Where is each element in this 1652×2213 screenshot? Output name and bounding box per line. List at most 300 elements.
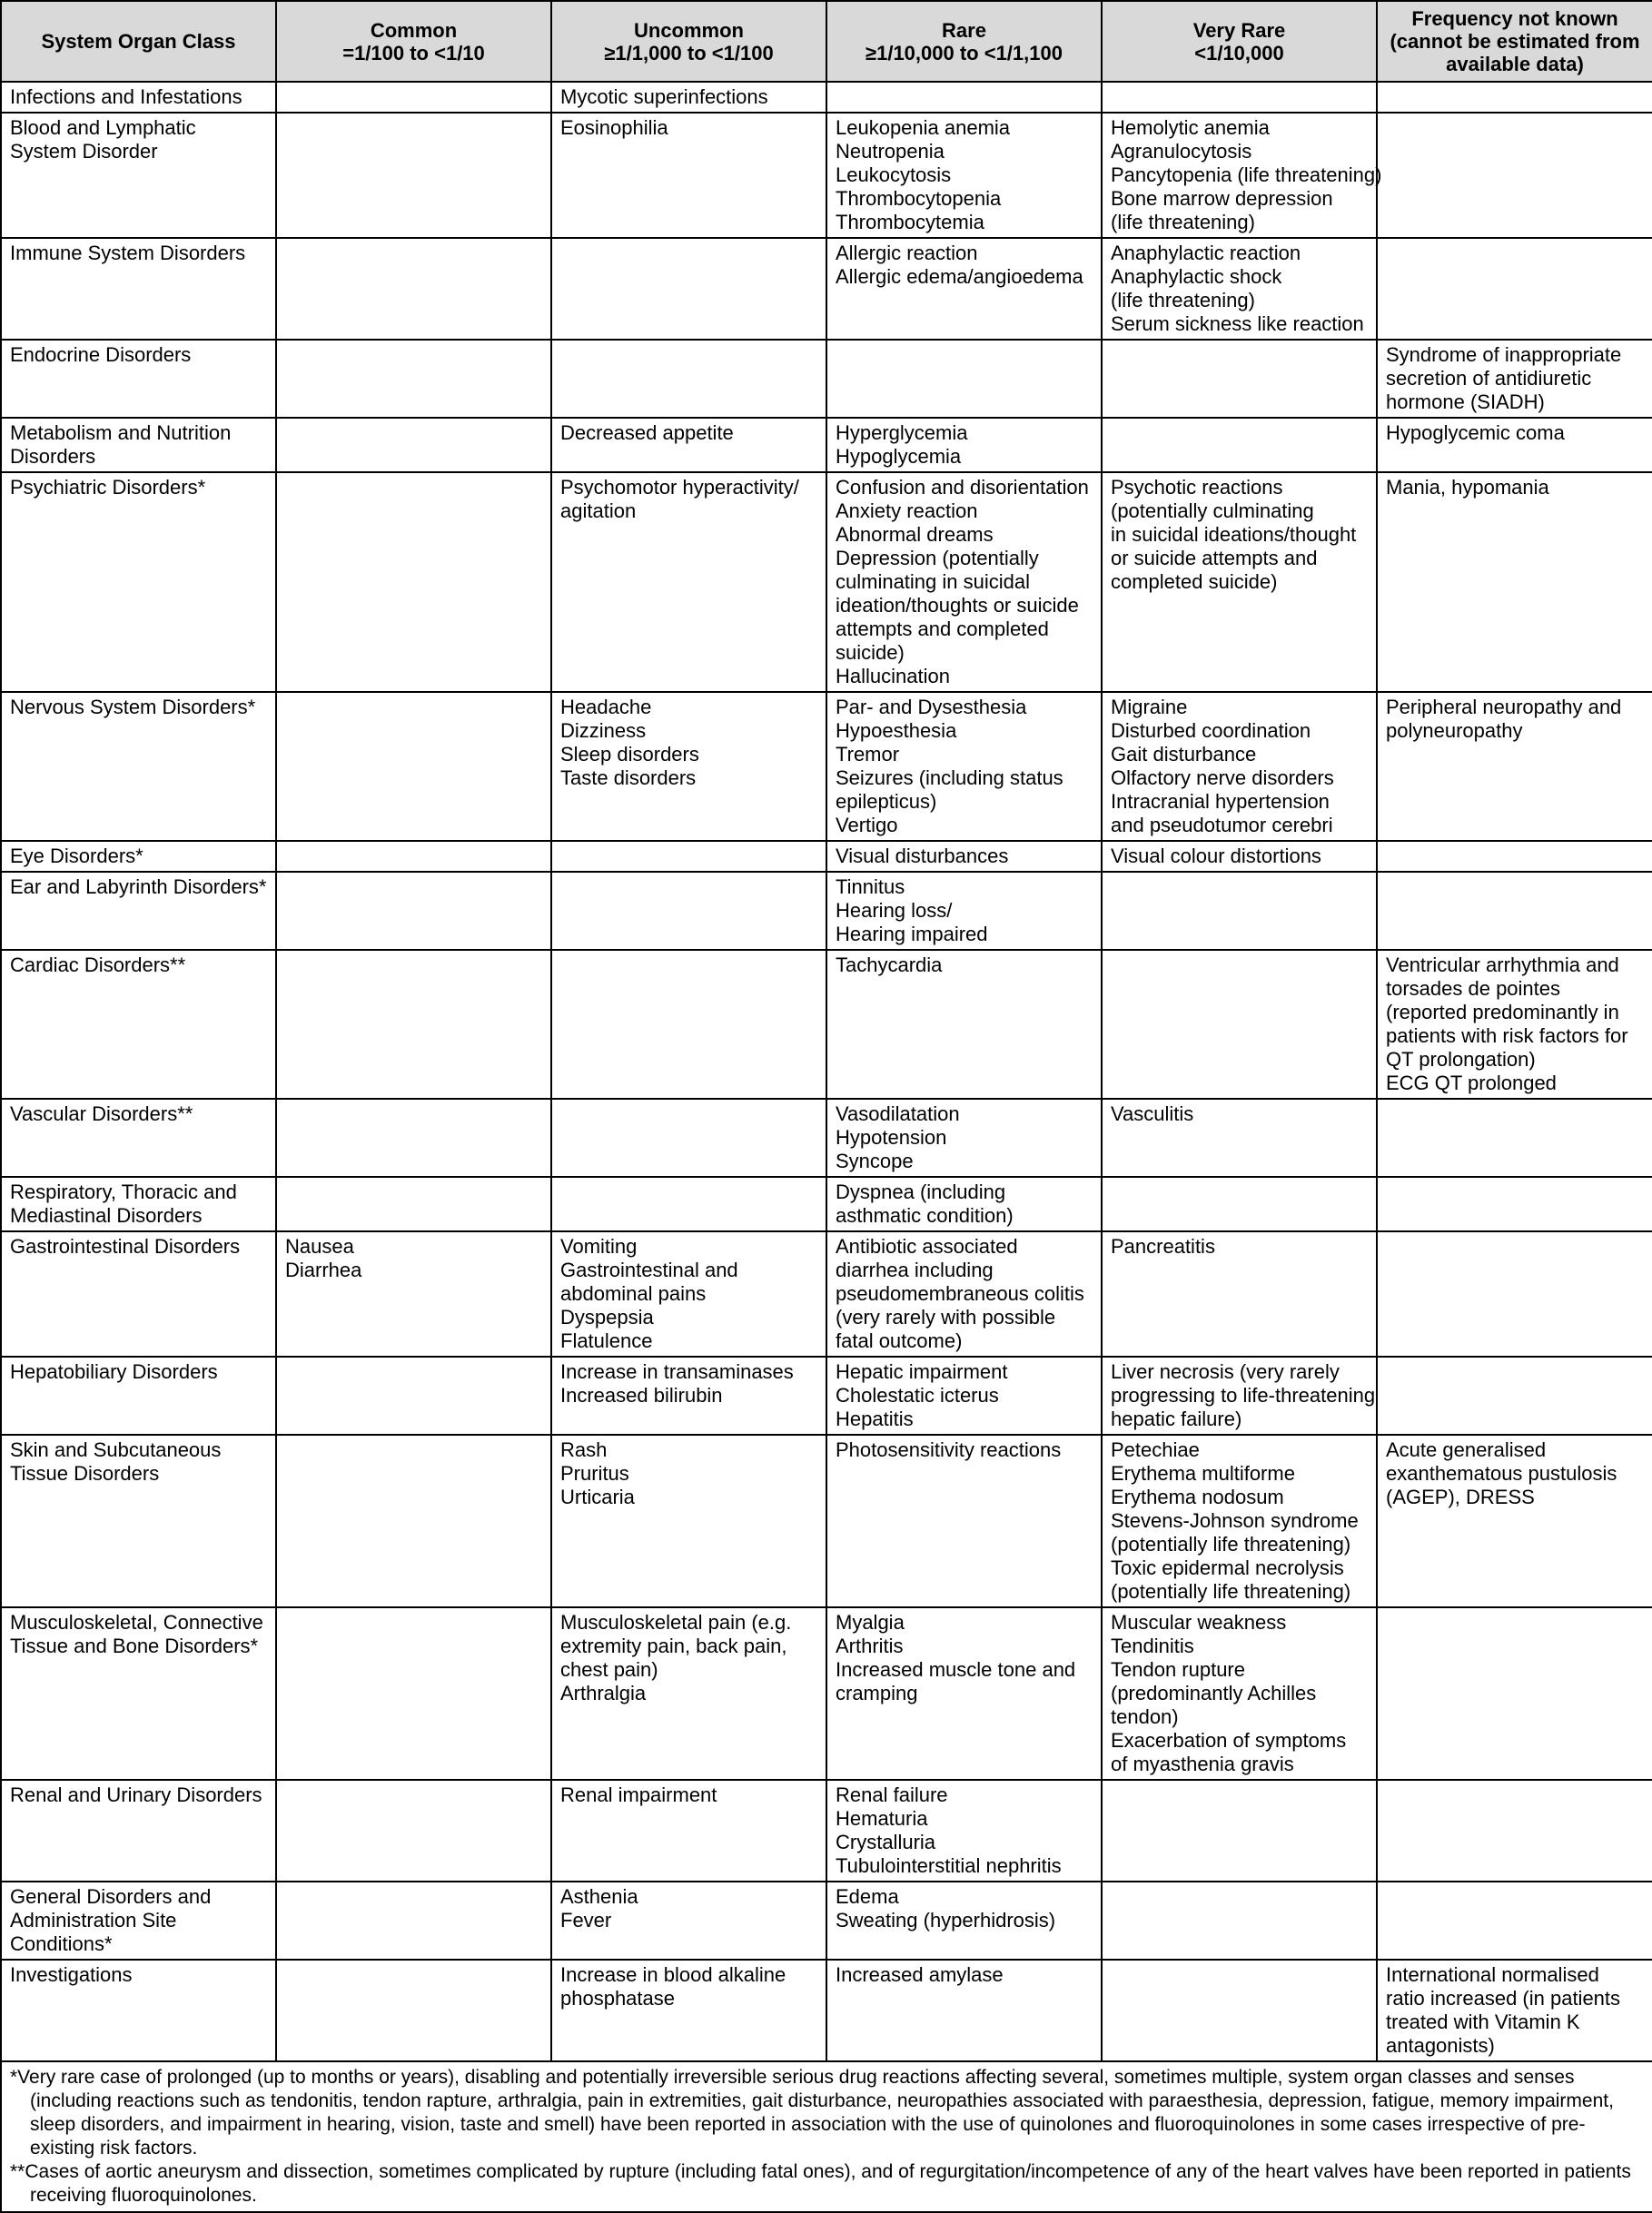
cell-line: Ear and Labyrinth Disorders* <box>10 875 267 898</box>
table-row <box>1 1607 1652 1780</box>
table-row <box>1 1099 1652 1177</box>
cell-uncommon <box>551 1780 826 1882</box>
cell-common <box>276 1960 551 2061</box>
cell-common <box>276 841 551 872</box>
cell-very-rare <box>1102 1607 1377 1780</box>
cell-line: Tendinitis <box>1111 1635 1194 1657</box>
cell-line: Anaphylactic shock <box>1111 265 1282 288</box>
cell-line: Anxiety reaction <box>836 499 978 522</box>
cell-line: Gastrointestinal Disorders <box>10 1235 241 1258</box>
cell-line: Hypoglycemia <box>836 445 962 468</box>
cell-line: Increased bilirubin <box>560 1384 723 1407</box>
cell-line: epilepticus) <box>836 790 937 813</box>
cell-frequency-not-known <box>1377 950 1652 1099</box>
cell-system-organ-class <box>1 238 276 340</box>
cell-common <box>276 1357 551 1435</box>
cell-uncommon <box>551 1435 826 1607</box>
cell-line: Syndrome of inappropriate <box>1386 343 1622 366</box>
cell-line: Sweating (hyperhidrosis) <box>836 1909 1056 1931</box>
cell-line: QT prolongation) <box>1386 1048 1536 1071</box>
cell-line: Increased muscle tone and <box>836 1658 1076 1681</box>
cell-line: General Disorders and <box>10 1885 212 1908</box>
header-line: ≥1/10,000 to <1/1,100 <box>866 41 1063 64</box>
cell-uncommon <box>551 238 826 340</box>
cell-line: Erythema nodosum <box>1111 1486 1284 1508</box>
cell-frequency-not-known <box>1377 472 1652 692</box>
cell-line: Psychotic reactions <box>1111 476 1283 499</box>
cell-uncommon <box>551 1357 826 1435</box>
header-line: Common <box>370 18 458 42</box>
cell-line: Peripheral neuropathy and <box>1386 696 1622 718</box>
cell-common <box>276 418 551 472</box>
cell-rare <box>826 238 1102 340</box>
cell-line: Tremor <box>836 743 900 766</box>
table-row <box>1 1882 1652 1960</box>
cell-line: hepatic failure) <box>1111 1408 1242 1430</box>
cell-line: Gastrointestinal and <box>560 1259 738 1281</box>
cell-uncommon <box>551 1177 826 1231</box>
cell-line: Arthritis <box>836 1635 904 1657</box>
cell-line: Endocrine Disorders <box>10 343 192 366</box>
cell-system-organ-class <box>1 872 276 950</box>
cell-line: Erythema multiforme <box>1111 1462 1295 1485</box>
footnote: *Very rare case of prolonged (up to months or years), disabling and potentially irreversible serious drug reactions affecting several, sometimes multiple, system organ classes and senses (including reactions such as tendonitis, tendon rapture, arthralgia, pain in extremities, gait disturbance, neuropathies associated with paraesthesia, depression, fatigue, memory impairment, sleep disorders, and impairment in hearing, vision, taste and smell) have been reported in association with the use of quinolones and fluoroquinolones in some cases irrespective of pre-existing risk factors. <box>10 2067 1614 2159</box>
header-frequency-not-known <box>1377 1 1652 82</box>
cell-line: Renal impairment <box>560 1783 717 1806</box>
cell-common <box>276 950 551 1099</box>
cell-very-rare <box>1102 1435 1377 1607</box>
cell-line: Tissue Disorders <box>10 1462 160 1485</box>
cell-line: or suicide attempts and <box>1111 547 1318 569</box>
header-row <box>1 1 1652 82</box>
cell-line: Edema <box>836 1885 899 1908</box>
cell-rare <box>826 1435 1102 1607</box>
cell-line: Increased amylase <box>836 1963 1004 1986</box>
cell-system-organ-class <box>1 1780 276 1882</box>
cell-uncommon <box>551 113 826 238</box>
header-uncommon <box>551 1 826 82</box>
cell-line: Stevens-Johnson syndrome <box>1111 1509 1359 1532</box>
cell-system-organ-class <box>1 1882 276 1960</box>
cell-line: (reported predominantly in <box>1386 1001 1619 1023</box>
cell-line: ECG QT prolonged <box>1386 1072 1557 1094</box>
cell-frequency-not-known <box>1377 841 1652 872</box>
cell-common <box>276 1435 551 1607</box>
cell-frequency-not-known <box>1377 418 1652 472</box>
cell-line: Vascular Disorders** <box>10 1102 193 1125</box>
cell-rare <box>826 1960 1102 2061</box>
cell-line: Antibiotic associated <box>836 1235 1018 1258</box>
cell-line: Allergic edema/angioedema <box>836 265 1083 288</box>
cell-frequency-not-known <box>1377 1357 1652 1435</box>
cell-line: Disorders <box>10 445 96 468</box>
cell-line: Vasculitis <box>1111 1102 1194 1125</box>
cell-frequency-not-known <box>1377 113 1652 238</box>
header-system-organ-class <box>1 1 276 82</box>
cell-line: Pancreatitis <box>1111 1235 1215 1258</box>
cell-line: Pruritus <box>560 1462 629 1485</box>
cell-rare <box>826 418 1102 472</box>
cell-line: Administration Site <box>10 1909 177 1931</box>
cell-common <box>276 238 551 340</box>
cell-line: polyneuropathy <box>1386 719 1523 742</box>
cell-line: Visual disturbances <box>836 845 1009 867</box>
cell-line: Psychiatric Disorders* <box>10 476 206 499</box>
cell-rare <box>826 872 1102 950</box>
cell-line: Depression (potentially <box>836 547 1039 569</box>
cell-rare <box>826 82 1102 113</box>
cell-line: Musculoskeletal, Connective <box>10 1611 263 1634</box>
header-line: Frequency not known <box>1411 7 1618 30</box>
header-line: Rare <box>942 18 986 42</box>
cell-line: Crystalluria <box>836 1831 936 1853</box>
cell-line: Dyspnea (including <box>836 1181 1006 1203</box>
table-row <box>1 1177 1652 1231</box>
cell-line: Immune System Disorders <box>10 242 246 264</box>
cell-very-rare <box>1102 841 1377 872</box>
cell-system-organ-class <box>1 1231 276 1357</box>
cell-line: Taste disorders <box>560 766 697 789</box>
cell-line: Agranulocytosis <box>1111 140 1252 163</box>
cell-line: Metabolism and Nutrition <box>10 421 232 444</box>
footnote-row <box>1 2061 1652 2212</box>
cell-common <box>276 692 551 841</box>
cell-line: Nausea <box>285 1235 354 1258</box>
table-row <box>1 1780 1652 1882</box>
cell-common <box>276 1177 551 1231</box>
cell-line: phosphatase <box>560 1987 675 2010</box>
table-row <box>1 418 1652 472</box>
cell-line: (life threatening) <box>1111 211 1255 233</box>
cell-very-rare <box>1102 1960 1377 2061</box>
table-row <box>1 692 1652 841</box>
table-row <box>1 340 1652 418</box>
cell-system-organ-class <box>1 841 276 872</box>
cell-line: Hypotension <box>836 1126 947 1149</box>
cell-line: Vasodilatation <box>836 1102 960 1125</box>
cell-line: Fever <box>560 1909 612 1931</box>
cell-very-rare <box>1102 238 1377 340</box>
cell-very-rare <box>1102 872 1377 950</box>
cell-line: Tinnitus <box>836 875 905 898</box>
footnotes <box>1 2061 1652 2212</box>
cell-line: suicide) <box>836 641 905 664</box>
cell-very-rare <box>1102 472 1377 692</box>
table-row <box>1 841 1652 872</box>
cell-rare <box>826 841 1102 872</box>
cell-very-rare <box>1102 340 1377 418</box>
cell-uncommon <box>551 340 826 418</box>
cell-line: Thrombocytopenia <box>836 187 1002 210</box>
cell-line: (life threatening) <box>1111 289 1255 311</box>
cell-line: Respiratory, Thoracic and <box>10 1181 237 1203</box>
cell-common <box>276 872 551 950</box>
header-line: =1/100 to <1/10 <box>342 41 485 64</box>
header-common <box>276 1 551 82</box>
cell-line: (potentially life threatening) <box>1111 1580 1351 1603</box>
cell-line: Muscular weakness <box>1111 1611 1287 1634</box>
cell-line: Confusion and disorientation <box>836 476 1089 499</box>
cell-line: pseudomembraneous colitis <box>836 1282 1084 1305</box>
cell-common <box>276 113 551 238</box>
cell-uncommon <box>551 1231 826 1357</box>
cell-line: Conditions* <box>10 1932 113 1955</box>
cell-line: System Disorder <box>10 140 158 163</box>
cell-line: Mediastinal Disorders <box>10 1204 203 1227</box>
cell-line: Hearing loss/ <box>836 899 953 922</box>
cell-line: culminating in suicidal <box>836 570 1030 593</box>
cell-system-organ-class <box>1 1960 276 2061</box>
cell-uncommon <box>551 1882 826 1960</box>
cell-rare <box>826 1607 1102 1780</box>
cell-common <box>276 1607 551 1780</box>
cell-line: Migraine <box>1111 696 1188 718</box>
cell-line: Hearing impaired <box>836 923 988 945</box>
cell-line: Hypoglycemic coma <box>1386 421 1565 444</box>
cell-line: exanthematous pustulosis <box>1386 1462 1617 1485</box>
cell-line: Hepatic impairment <box>836 1360 1008 1383</box>
cell-line: Myalgia <box>836 1611 905 1634</box>
table-row <box>1 1357 1652 1435</box>
header-line: ≥1/1,000 to <1/100 <box>604 41 774 64</box>
cell-system-organ-class <box>1 418 276 472</box>
table-row <box>1 113 1652 238</box>
cell-frequency-not-known <box>1377 692 1652 841</box>
cell-rare <box>826 1177 1102 1231</box>
header-very-rare <box>1102 1 1377 82</box>
cell-line: Rash <box>560 1438 608 1461</box>
cell-line: Acute generalised <box>1386 1438 1547 1461</box>
cell-line: Hemolytic anemia <box>1111 116 1270 139</box>
cell-rare <box>826 1882 1102 1960</box>
cell-very-rare <box>1102 950 1377 1099</box>
cell-line: International normalised <box>1386 1963 1599 1986</box>
cell-uncommon <box>551 950 826 1099</box>
cell-very-rare <box>1102 692 1377 841</box>
cell-system-organ-class <box>1 1099 276 1177</box>
cell-line: Allergic reaction <box>836 242 978 264</box>
cell-line: Leukocytosis <box>836 163 952 186</box>
cell-line: (AGEP), DRESS <box>1386 1486 1535 1508</box>
header-line: (cannot be estimated from <box>1390 30 1640 53</box>
cell-line: cramping <box>836 1682 918 1704</box>
cell-line: Nervous System Disorders* <box>10 696 256 718</box>
cell-line: Diarrhea <box>285 1259 362 1281</box>
cell-line: Dizziness <box>560 719 647 742</box>
table-row <box>1 472 1652 692</box>
cell-very-rare <box>1102 1099 1377 1177</box>
cell-line: Leukopenia anemia <box>836 116 1011 139</box>
cell-very-rare <box>1102 418 1377 472</box>
cell-frequency-not-known <box>1377 82 1652 113</box>
table-row <box>1 1960 1652 2061</box>
cell-very-rare <box>1102 1357 1377 1435</box>
header-line: Very Rare <box>1192 18 1286 42</box>
cell-line: Vomiting <box>560 1235 638 1258</box>
cell-line: abdominal pains <box>560 1282 707 1305</box>
cell-line: Bone marrow depression <box>1111 187 1333 210</box>
cell-line: Liver necrosis (very rarely <box>1111 1360 1340 1383</box>
cell-line: Visual colour distortions <box>1111 845 1321 867</box>
cell-line: antagonists) <box>1386 2034 1495 2057</box>
cell-line: hormone (SIADH) <box>1386 390 1545 413</box>
cell-uncommon <box>551 82 826 113</box>
header-line: System Organ Class <box>41 30 236 53</box>
cell-line: Pancytopenia (life threatening) <box>1111 163 1382 186</box>
cell-line: Musculoskeletal pain (e.g. <box>560 1611 792 1634</box>
cell-line: (very rarely with possible <box>836 1306 1056 1329</box>
cell-uncommon <box>551 872 826 950</box>
cell-line: Tachycardia <box>836 953 943 976</box>
cell-very-rare <box>1102 113 1382 238</box>
cell-system-organ-class <box>1 1435 276 1607</box>
table-row <box>1 950 1652 1099</box>
cell-rare <box>826 472 1102 692</box>
cell-line: secretion of antidiuretic <box>1386 367 1592 390</box>
cell-uncommon <box>551 418 826 472</box>
cell-line: Increase in transaminases <box>560 1360 794 1383</box>
cell-system-organ-class <box>1 82 276 113</box>
cell-rare <box>826 1099 1102 1177</box>
cell-common <box>276 82 551 113</box>
cell-line: in suicidal ideations/thought <box>1111 523 1357 546</box>
cell-line: Hypoesthesia <box>836 719 957 742</box>
cell-line: Blood and Lymphatic <box>10 116 196 139</box>
cell-line: Intracranial hypertension <box>1111 790 1330 813</box>
cell-frequency-not-known <box>1377 872 1652 950</box>
cell-uncommon <box>551 472 826 692</box>
cell-line: ratio increased (in patients <box>1386 1987 1621 2010</box>
header-line: available data) <box>1446 53 1584 75</box>
cell-frequency-not-known <box>1377 1780 1652 1882</box>
table-row <box>1 1435 1652 1607</box>
cell-line: Mania, hypomania <box>1386 476 1549 499</box>
cell-line: Gait disturbance <box>1111 743 1257 766</box>
cell-line: Seizures (including status <box>836 766 1063 789</box>
cell-frequency-not-known <box>1377 238 1652 340</box>
cell-line: (predominantly Achilles <box>1111 1682 1317 1704</box>
cell-line: Serum sickness like reaction <box>1111 312 1364 335</box>
cell-common <box>276 1231 551 1357</box>
cell-line: Photosensitivity reactions <box>836 1438 1062 1461</box>
cell-line: completed suicide) <box>1111 570 1278 593</box>
cell-line: Hallucination <box>836 665 950 687</box>
cell-line: Decreased appetite <box>560 421 734 444</box>
cell-system-organ-class <box>1 472 276 692</box>
cell-line: Neutropenia <box>836 140 945 163</box>
cell-frequency-not-known <box>1377 1607 1652 1780</box>
cell-line: Disturbed coordination <box>1111 719 1311 742</box>
cell-line: Exacerbation of symptoms <box>1111 1729 1347 1752</box>
cell-line: and pseudotumor cerebri <box>1111 814 1333 836</box>
cell-line: Urticaria <box>560 1486 635 1508</box>
cell-line: Toxic epidermal necrolysis <box>1111 1556 1344 1579</box>
cell-line: progressing to life-threatening <box>1111 1384 1376 1407</box>
cell-line: Thrombocytemia <box>836 211 984 233</box>
cell-line: of myasthenia gravis <box>1111 1753 1294 1775</box>
table-row <box>1 238 1652 340</box>
cell-line: Sleep disorders <box>560 743 699 766</box>
cell-line: Infections and Infestations <box>10 85 242 108</box>
cell-line: Tendon rupture <box>1111 1658 1245 1681</box>
cell-line: Skin and Subcutaneous <box>10 1438 222 1461</box>
footnote: **Cases of aortic aneurysm and dissection, sometimes complicated by rupture (including fatal ones), and of regurgitation/incompetence of any of the heart valves have been reported in patients receiving fluoroquinolones. <box>10 2161 1631 2206</box>
cell-common <box>276 1099 551 1177</box>
cell-line: Tubulointerstitial nephritis <box>836 1854 1062 1877</box>
cell-very-rare <box>1102 1780 1377 1882</box>
cell-very-rare <box>1102 1231 1377 1357</box>
table-row <box>1 82 1652 113</box>
cell-line: patients with risk factors for <box>1386 1024 1628 1047</box>
cell-line: Abnormal dreams <box>836 523 994 546</box>
cell-line: ideation/thoughts or suicide <box>836 594 1079 617</box>
cell-frequency-not-known <box>1377 1231 1652 1357</box>
cell-very-rare <box>1102 1177 1377 1231</box>
cell-common <box>276 1882 551 1960</box>
cell-system-organ-class <box>1 950 276 1099</box>
cell-common <box>276 472 551 692</box>
cell-uncommon <box>551 1099 826 1177</box>
cell-line: extremity pain, back pain, <box>560 1635 787 1657</box>
cell-line: diarrhea including <box>836 1259 994 1281</box>
cell-frequency-not-known <box>1377 1882 1652 1960</box>
cell-line: Syncope <box>836 1150 914 1172</box>
cell-very-rare <box>1102 1882 1377 1960</box>
cell-common <box>276 340 551 418</box>
cell-rare <box>826 950 1102 1099</box>
cell-system-organ-class <box>1 1177 276 1231</box>
cell-rare <box>826 692 1102 841</box>
cell-line: Asthenia <box>560 1885 638 1908</box>
cell-line: Olfactory nerve disorders <box>1111 766 1334 789</box>
cell-line: torsades de pointes <box>1386 977 1561 1000</box>
cell-rare <box>826 340 1102 418</box>
cell-very-rare <box>1102 82 1377 113</box>
cell-line: Vertigo <box>836 814 898 836</box>
cell-system-organ-class <box>1 692 276 841</box>
cell-frequency-not-known <box>1377 1177 1652 1231</box>
cell-line: Hematuria <box>836 1807 928 1830</box>
cell-rare <box>826 1231 1102 1357</box>
cell-frequency-not-known <box>1377 340 1652 418</box>
cell-line: Psychomotor hyperactivity/ <box>560 476 799 499</box>
cell-uncommon <box>551 692 826 841</box>
cell-line: Renal failure <box>836 1783 948 1806</box>
header-rare <box>826 1 1102 82</box>
cell-rare <box>826 1780 1102 1882</box>
cell-line: Ventricular arrhythmia and <box>1386 953 1619 976</box>
cell-uncommon <box>551 1960 826 2061</box>
cell-line: Hepatobiliary Disorders <box>10 1360 218 1383</box>
cell-line: Headache <box>560 696 652 718</box>
cell-system-organ-class <box>1 113 276 238</box>
cell-line: Arthralgia <box>560 1682 647 1704</box>
cell-line: Increase in blood alkaline <box>560 1963 786 1986</box>
cell-line: agitation <box>560 499 637 522</box>
cell-line: Hyperglycemia <box>836 421 968 444</box>
cell-line: treated with Vitamin K <box>1386 2010 1580 2033</box>
cell-line: Eosinophilia <box>560 116 668 139</box>
cell-system-organ-class <box>1 340 276 418</box>
cell-line: Investigations <box>10 1963 133 1986</box>
cell-line: chest pain) <box>560 1658 658 1681</box>
table-row <box>1 872 1652 950</box>
cell-line: asthmatic condition) <box>836 1204 1014 1227</box>
cell-system-organ-class <box>1 1357 276 1435</box>
cell-line: Flatulence <box>560 1329 653 1352</box>
cell-line: Cardiac Disorders** <box>10 953 186 976</box>
cell-uncommon <box>551 841 826 872</box>
